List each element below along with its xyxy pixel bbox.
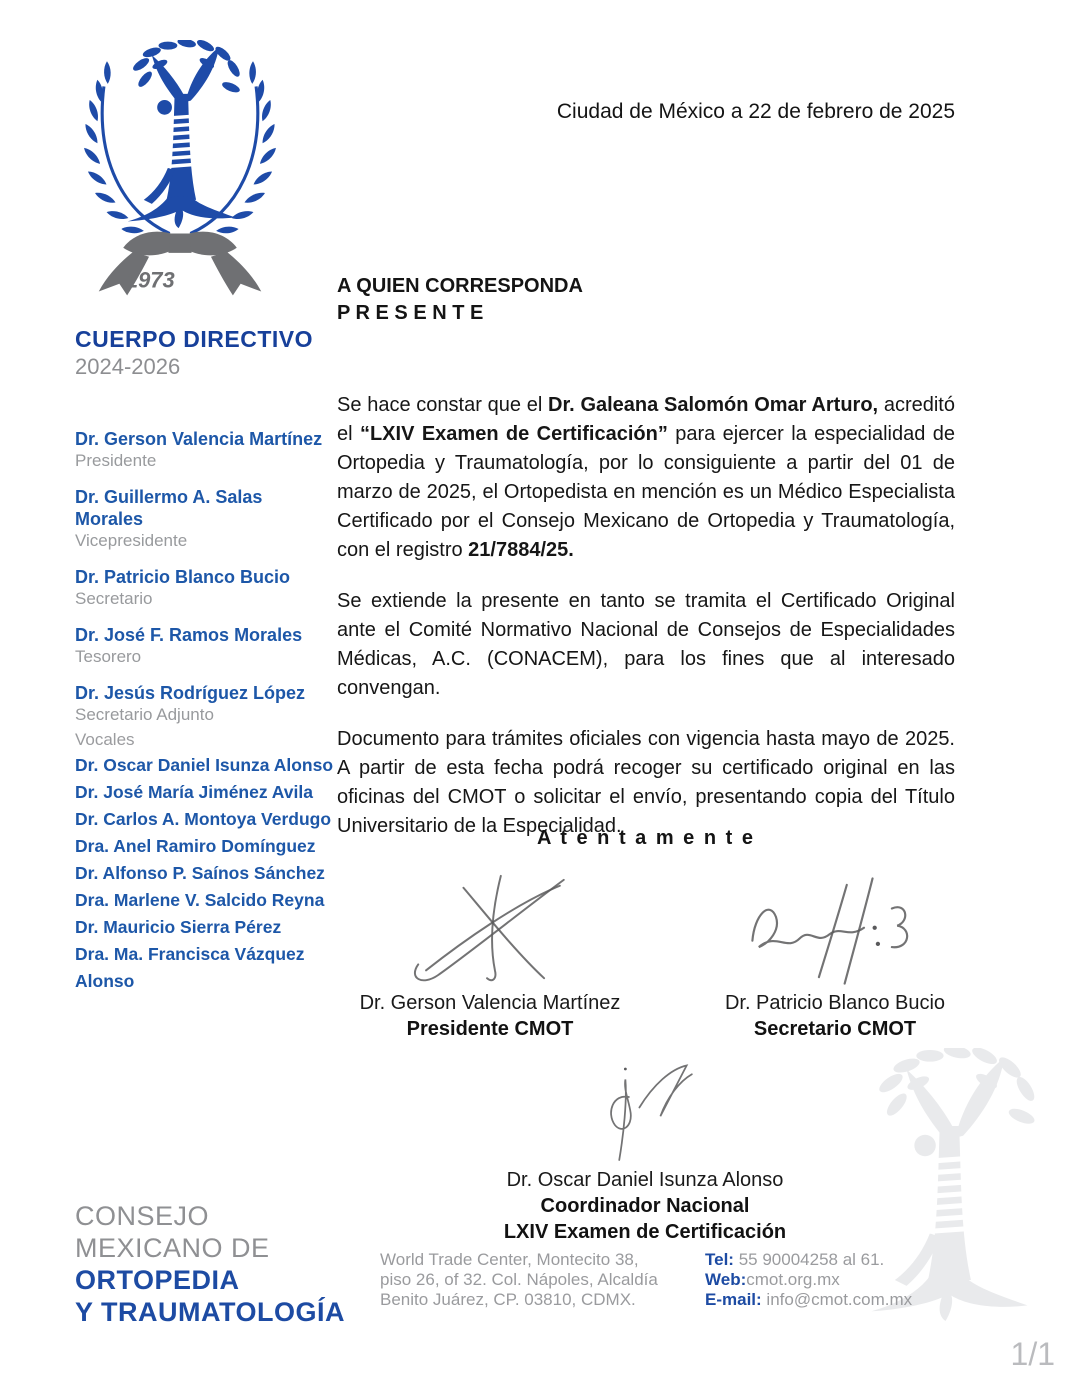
page-number: 1/1 — [1010, 1336, 1055, 1372]
office-address — [380, 1250, 690, 1310]
vocal-name: Dr. José María Jiménez Avila — [75, 782, 313, 802]
recipient-block — [337, 273, 955, 327]
recipient-line: P R E S E N T E — [337, 302, 484, 324]
certified-doctor-name: Dr. Galeana Salomón Omar Arturo, — [548, 394, 879, 416]
letter-body — [337, 391, 955, 863]
vocal-name: Dr. Mauricio Sierra Pérez — [75, 917, 282, 937]
web-label: Web: — [705, 1270, 747, 1289]
signature-secretary-icon — [730, 872, 940, 990]
paragraph-1 — [337, 391, 955, 565]
signature-block-secretary — [695, 872, 975, 1042]
signer-role: Presidente CMOT — [406, 1018, 574, 1040]
closing-salutation: A t e n t a m e n t e — [537, 827, 755, 849]
web-line — [705, 1270, 965, 1290]
officer-role: Presidente — [75, 451, 157, 470]
email-value: info@cmot.com.mx — [766, 1290, 913, 1309]
officer-item — [75, 624, 330, 667]
phone-value: 55 90004258 al 61. — [738, 1250, 885, 1269]
signature-president-icon — [375, 872, 605, 990]
signer-role: LXIV Examen de Certificación — [503, 1221, 787, 1243]
officer-name: Dr. Guillermo A. Salas Morales — [75, 487, 263, 529]
officer-role: Tesorero — [75, 647, 142, 666]
date-line: Ciudad de México a 22 de febrero de 2025 — [556, 100, 955, 123]
address-line: Benito Juárez, CP. 03810, CDMX. — [380, 1290, 636, 1309]
vocal-name: Dra. Anel Ramiro Domínguez — [75, 836, 316, 856]
body-text: para ejercer la especialidad de Ortopedia y Traumatología, por lo consiguiente a partir del 01 de marzo de 2025, el Ortopedista en mención es un Médico Especialista Certificado por el Consejo Mexicano de Ortopedia y Traumatología, con el registro — [337, 423, 955, 561]
vocal-name: Dr. Carlos A. Montoya Verdugo — [75, 809, 332, 829]
org-name-line: ORTOPEDIA — [75, 1265, 240, 1295]
address-line: World Trade Center, Montecito 38, — [380, 1250, 639, 1269]
signature-block-president — [340, 872, 640, 1042]
officer-name: Dr. José F. Ramos Morales — [75, 625, 303, 645]
phone-label: Tel: — [705, 1250, 734, 1269]
org-name-line: MEXICANO DE — [75, 1233, 270, 1263]
officer-role: Secretario Adjunto — [75, 705, 214, 724]
vocales-label: Vocales — [75, 730, 135, 749]
org-wordmark — [75, 1200, 375, 1328]
vocal-name: Dra. Marlene V. Salcido Reyna — [75, 890, 325, 910]
org-name-line: CONSEJO — [75, 1201, 210, 1231]
officer-item — [75, 682, 330, 725]
officer-name: Dr. Jesús Rodríguez López — [75, 683, 306, 703]
signer-name: Dr. Gerson Valencia Martínez — [359, 992, 621, 1014]
officer-name: Dr. Patricio Blanco Bucio — [75, 567, 291, 587]
officer-name: Dr. Gerson Valencia Martínez — [75, 429, 323, 449]
signer-name: Dr. Oscar Daniel Isunza Alonso — [506, 1169, 784, 1191]
body-text: acreditó el — [337, 394, 955, 445]
registry-number: 21/7884/25. — [468, 539, 574, 561]
signer-role: Coordinador Nacional — [540, 1195, 750, 1217]
address-line: piso 26, of 32. Col. Nápoles, Alcaldía — [380, 1270, 658, 1289]
sidebar-title: CUERPO DIRECTIVO — [75, 326, 314, 352]
vocal-name: Dr. Alfonso P. Saínos Sánchez — [75, 863, 325, 883]
officer-item — [75, 428, 330, 471]
signature-block-coordinator — [460, 1062, 830, 1245]
vocal-name: Dr. Oscar Daniel Isunza Alonso — [75, 755, 334, 775]
body-text: Se hace constar que el — [337, 394, 549, 416]
signer-name: Dr. Patricio Blanco Bucio — [724, 992, 946, 1014]
vocales-list — [75, 752, 335, 995]
paragraph-2: Se extiende la presente en tanto se tramita el Certificado Original ante el Comité Normativo Nacional de Consejos de Especialidades Médicas, A.C. (CONACEM), para los fines que al interesado convengan. — [337, 590, 955, 699]
officer-item — [75, 566, 330, 609]
ribbon-bow-icon — [99, 232, 262, 296]
officer-role: Vicepresidente — [75, 531, 188, 550]
recipient-line: A QUIEN CORRESPONDA — [337, 275, 583, 297]
vocal-name: Dra. Ma. Francisca Vázquez Alonso — [75, 944, 305, 991]
contact-info — [705, 1250, 965, 1310]
officers-list — [75, 428, 330, 740]
signer-role: Secretario CMOT — [753, 1018, 917, 1040]
sidebar-term: 2024-2026 — [75, 354, 181, 379]
paragraph-3: Documento para trámites oficiales con vigencia hasta mayo de 2025. A partir de esta fecha podrá recoger su certificado original en las oficinas del CMOT o solicitar el envío, presentando copia del Título Universitario de la Especialidad. — [337, 728, 955, 837]
officer-item — [75, 486, 330, 551]
officer-role: Secretario — [75, 589, 153, 608]
web-value: cmot.org.mx — [746, 1270, 840, 1289]
email-label: E-mail: — [705, 1290, 762, 1309]
email-line — [705, 1290, 965, 1310]
cmot-logo — [70, 40, 290, 298]
exam-name: “LXIV Examen de Certificación” — [359, 423, 668, 445]
signature-coordinator-icon — [553, 1062, 738, 1167]
org-name-line: Y TRAUMATOLOGÍA — [75, 1297, 345, 1327]
logo-year: 1973 — [125, 267, 175, 293]
phone-line — [705, 1250, 965, 1270]
